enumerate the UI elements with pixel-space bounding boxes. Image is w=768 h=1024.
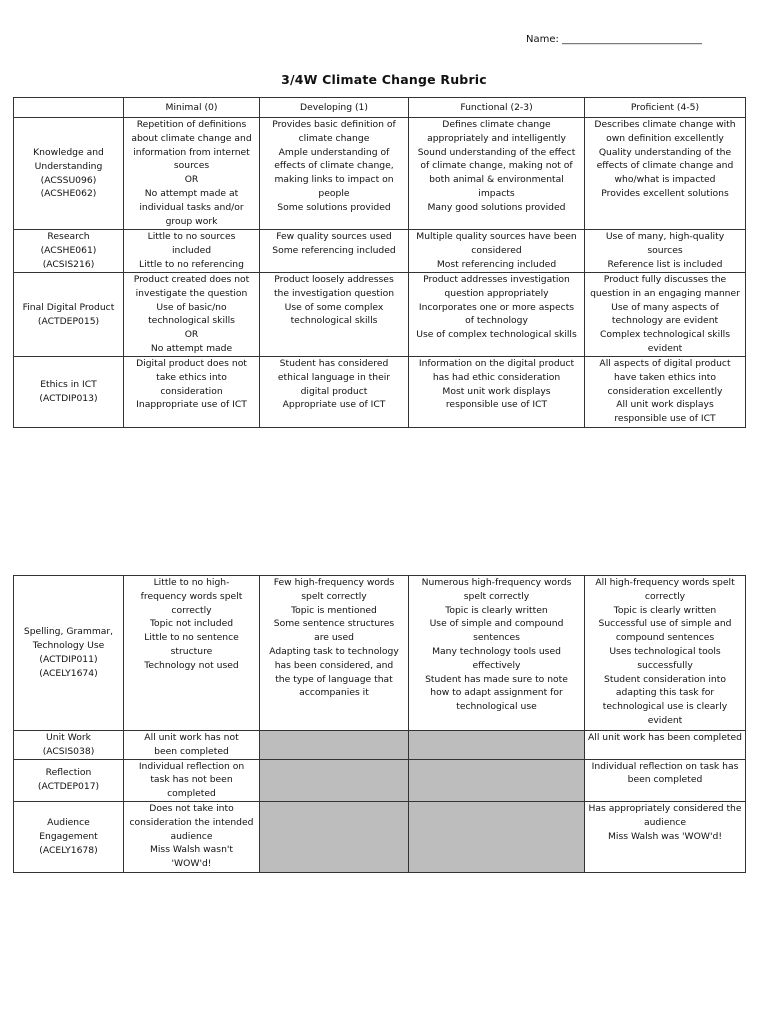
- cell-text-line: effects of climate change,: [274, 160, 394, 172]
- criterion-cell: [14, 576, 124, 731]
- cell-text-line: correctly: [171, 604, 212, 616]
- name-field-label: Name: ____________________________: [526, 34, 703, 45]
- cell-text-line: Student consideration into: [604, 673, 726, 685]
- cell-text-line: All unit work has been completed: [588, 732, 742, 743]
- cell-text-line: individual tasks and/or: [139, 201, 244, 213]
- cell-text-line: No attempt made: [150, 342, 233, 354]
- criterion-cell: [14, 230, 124, 273]
- cell-text-line: Most referencing included: [436, 258, 557, 270]
- cell-text-line: Repetition of definitions: [136, 119, 247, 130]
- cell-text-line: Numerous high-frequency words: [421, 577, 572, 588]
- cell-text-line: Does not take into: [149, 802, 234, 814]
- rubric-cell-shaded: [409, 759, 585, 801]
- rubric-cell: [124, 576, 260, 731]
- cell-text-line: No attempt made at: [144, 187, 239, 199]
- cell-text-line: Audience: [47, 817, 90, 829]
- rubric-row: [14, 118, 746, 230]
- cell-text-line: consideration excellently: [607, 385, 723, 397]
- cell-text-line: Miss Walsh was 'WOW'd!: [608, 830, 722, 842]
- cell-text-line: responsible use of ICT: [445, 399, 548, 411]
- page-title: 3/4W Climate Change Rubric: [281, 72, 487, 87]
- cell-text-line: Research: [47, 231, 90, 243]
- rubric-cell: [585, 731, 746, 760]
- cell-text-line: effects of climate change and: [596, 160, 734, 172]
- rubric-row: [14, 273, 746, 357]
- cell-text-line: investigate the question: [135, 287, 248, 299]
- rubric-cell: [585, 230, 746, 273]
- rubric-cell-shaded: [409, 801, 585, 872]
- cell-text-line: Defines climate change: [442, 119, 551, 130]
- cell-text-line: Many good solutions provided: [427, 201, 566, 213]
- cell-text-line: Product addresses investigation: [423, 274, 570, 285]
- cell-text-line: Use of basic/no: [156, 301, 227, 313]
- cell-text-line: Technology not used: [144, 659, 239, 671]
- cell-text-line: impacts: [478, 187, 515, 199]
- cell-text-line: Individual reflection on: [138, 760, 245, 772]
- rubric-row: [14, 731, 746, 760]
- cell-text-line: (ACELY1674): [39, 667, 98, 679]
- cell-text-line: (ACSIS038): [42, 745, 95, 757]
- rubric-cell: [124, 801, 260, 872]
- cell-text-line: Individual reflection on task has: [591, 760, 739, 772]
- cell-text-line: Little to no sources: [147, 231, 236, 242]
- cell-text-line: Ethics in ICT: [40, 379, 97, 391]
- cell-text-line: Some sentence structures: [273, 618, 395, 630]
- cell-text-line: the investigation question: [273, 287, 395, 299]
- cell-text-line: task has not been: [150, 774, 233, 786]
- rubric-row: [14, 759, 746, 801]
- criterion-cell: [14, 273, 124, 357]
- rubric-row: [14, 576, 746, 731]
- cell-text-line: question in an engaging manner: [590, 287, 740, 299]
- cell-text-line: Use of many aspects of: [611, 301, 719, 313]
- cell-text-line: are used: [314, 632, 354, 644]
- cell-text-line: climate change: [298, 132, 370, 144]
- cell-text-line: Unit Work: [46, 732, 91, 743]
- cell-text-line: been completed: [154, 745, 229, 757]
- cell-text-line: Little to no high-: [153, 577, 230, 588]
- cell-text-line: effectively: [472, 659, 521, 671]
- cell-text-line: (ACTDEP015): [37, 315, 100, 327]
- cell-text-line: responsible use of ICT: [614, 413, 716, 425]
- rubric-cell: [409, 576, 585, 731]
- cell-text-line: Topic is clearly written: [613, 604, 717, 616]
- rubric-cell: [124, 731, 260, 760]
- rubric-cell: [260, 273, 409, 357]
- cell-text-line: Little to no referencing: [139, 258, 244, 270]
- cell-text-line: ethical language in their: [277, 371, 391, 383]
- rubric-row: [14, 801, 746, 872]
- cell-text-line: Few high-frequency words: [273, 577, 395, 588]
- cell-text-line: Inappropriate use of ICT: [136, 399, 247, 411]
- cell-text-line: Understanding: [34, 160, 103, 172]
- rubric-cell: [409, 230, 585, 273]
- cell-text-line: Spelling, Grammar,: [23, 626, 114, 638]
- header-cell-blank: [14, 98, 124, 118]
- cell-text-line: Appropriate use of ICT: [282, 399, 386, 411]
- cell-text-line: Knowledge and: [33, 146, 104, 158]
- rubric-cell: [124, 273, 260, 357]
- cell-text-line: Most unit work displays: [442, 385, 551, 397]
- cell-text-line: Engagement: [39, 831, 98, 843]
- cell-text-line: Quality understanding of the: [598, 146, 732, 158]
- cell-text-line: 'WOW'd!: [171, 858, 212, 870]
- cell-text-line: (ACSHE062): [40, 188, 97, 200]
- rubric-cell-shaded: [409, 731, 585, 760]
- column-header: Proficient (4-5): [585, 98, 746, 118]
- cell-text-line: who/what is impacted: [614, 174, 716, 186]
- cell-text-line: completed: [167, 788, 216, 800]
- cell-text-line: audience: [643, 816, 687, 828]
- rubric-table-2: [13, 575, 746, 873]
- column-header: Minimal (0): [124, 98, 260, 118]
- cell-text-line: All aspects of digital product: [599, 358, 731, 369]
- cell-text-line: has had ethic consideration: [432, 371, 561, 383]
- rubric-cell: [585, 357, 746, 428]
- rubric-cell: [124, 230, 260, 273]
- cell-text-line: both animal & environmental: [429, 174, 564, 186]
- cell-text-line: (ACTDEP017): [37, 781, 100, 793]
- header-row: [14, 98, 746, 118]
- criterion-cell: [14, 731, 124, 760]
- cell-text-line: Some referencing included: [272, 244, 396, 256]
- cell-text-line: compound sentences: [615, 632, 715, 644]
- cell-text-line: (ACSSU096): [40, 174, 97, 186]
- cell-text-line: Use of many, high-quality: [605, 231, 725, 242]
- cell-text-line: audience: [170, 830, 213, 842]
- cell-text-line: digital product: [300, 385, 368, 397]
- rubric-cell-shaded: [260, 731, 409, 760]
- cell-text-line: All unit work has not: [144, 732, 239, 743]
- cell-text-line: sources: [647, 244, 683, 256]
- cell-text-line: Provides basic definition of: [272, 119, 396, 130]
- cell-text-line: sources: [173, 160, 210, 172]
- rubric-row: [14, 357, 746, 428]
- cell-text-line: successfully: [637, 659, 693, 671]
- rubric-table-1: [13, 97, 746, 428]
- cell-text-line: Digital product does not: [136, 358, 247, 369]
- rubric-row: [14, 230, 746, 273]
- cell-text-line: Successful use of simple and: [598, 618, 732, 630]
- cell-text-line: (ACSHE061): [40, 245, 97, 257]
- cell-text-line: Uses technological tools: [609, 645, 721, 657]
- cell-text-line: Final Digital Product: [22, 301, 115, 313]
- criterion-cell: [14, 118, 124, 230]
- cell-text-line: Few quality sources used: [276, 231, 392, 242]
- cell-text-line: appropriately and intelligently: [427, 132, 566, 144]
- cell-text-line: Miss Walsh wasn't: [149, 844, 234, 856]
- cell-text-line: has been considered, and: [274, 659, 394, 671]
- cell-text-line: spelt correctly: [463, 590, 530, 602]
- cell-text-line: accompanies it: [299, 687, 369, 699]
- cell-text-line: spelt correctly: [301, 590, 367, 602]
- cell-text-line: adapting this task for: [615, 687, 715, 699]
- cell-text-line: Reference list is included: [607, 258, 723, 270]
- cell-text-line: considered: [471, 244, 522, 256]
- cell-text-line: Incorporates one or more aspects: [418, 301, 575, 313]
- cell-text-line: Use of some complex: [284, 301, 384, 313]
- cell-text-line: Multiple quality sources have been: [416, 231, 577, 242]
- cell-text-line: making links to impact on: [274, 174, 394, 186]
- cell-text-line: Sound understanding of the effect: [417, 146, 576, 158]
- cell-text-line: sentences: [473, 632, 520, 644]
- cell-text-line: consideration the intended: [129, 816, 254, 828]
- column-header: Developing (1): [260, 98, 409, 118]
- cell-text-line: technological use is clearly: [602, 701, 728, 713]
- cell-text-line: Use of simple and compound: [429, 618, 564, 630]
- cell-text-line: (ACTDIP013): [39, 393, 98, 404]
- rubric-cell: [585, 801, 746, 872]
- rubric-cell: [585, 759, 746, 801]
- cell-text-line: Describes climate change with: [594, 119, 736, 130]
- cell-text-line: (ACELY1678): [39, 844, 98, 856]
- rubric-cell-shaded: [260, 801, 409, 872]
- column-header: Functional (2-3): [409, 98, 585, 118]
- cell-text-line: frequency words spelt: [140, 590, 243, 602]
- cell-text-line: Student has made sure to note: [425, 673, 568, 685]
- cell-text-line: OR: [184, 329, 199, 341]
- rubric-cell-shaded: [260, 759, 409, 801]
- cell-text-line: evident: [647, 342, 683, 354]
- criterion-cell: [14, 759, 124, 801]
- cell-text-line: Technology Use: [32, 640, 105, 652]
- rubric-cell: [124, 357, 260, 428]
- cell-text-line: Topic is clearly written: [445, 604, 548, 616]
- rubric-cell: [409, 357, 585, 428]
- rubric-cell: [124, 759, 260, 801]
- cell-text-line: correctly: [644, 590, 686, 602]
- cell-text-line: technological use: [456, 701, 537, 713]
- criterion-cell: [14, 801, 124, 872]
- cell-text-line: (ACSIS216): [42, 258, 95, 270]
- rubric-cell: [124, 118, 260, 230]
- cell-text-line: Reflection: [45, 767, 92, 779]
- cell-text-line: technology are evident: [611, 315, 719, 327]
- rubric-cell: [585, 118, 746, 230]
- cell-text-line: Provides excellent solutions: [601, 187, 729, 199]
- cell-text-line: Adapting task to technology: [269, 645, 399, 657]
- cell-text-line: included: [171, 244, 212, 256]
- cell-text-line: Has appropriately considered the: [588, 802, 742, 814]
- cell-text-line: technological skills: [290, 315, 378, 327]
- cell-text-line: Information on the digital product: [418, 358, 575, 369]
- cell-text-line: been completed: [627, 774, 703, 786]
- cell-text-line: Product fully discusses the: [603, 274, 727, 285]
- cell-text-line: Product created does not: [133, 274, 250, 285]
- rubric-cell: [409, 118, 585, 230]
- cell-text-line: of technology: [465, 315, 528, 327]
- cell-text-line: Complex technological skills: [599, 329, 731, 341]
- cell-text-line: Student has considered: [279, 358, 389, 369]
- rubric-cell: [585, 576, 746, 731]
- rubric-cell: [585, 273, 746, 357]
- cell-text-line: people: [318, 187, 350, 199]
- cell-text-line: Many technology tools used: [432, 645, 561, 657]
- cell-text-line: group work: [165, 215, 218, 227]
- cell-text-line: technological skills: [148, 315, 235, 327]
- rubric-cell: [260, 357, 409, 428]
- cell-text-line: All high-frequency words spelt: [595, 577, 735, 588]
- cell-text-line: All unit work displays: [616, 399, 714, 411]
- cell-text-line: the type of language that: [275, 673, 393, 685]
- cell-text-line: Ample understanding of: [278, 146, 390, 158]
- cell-text-line: Topic not included: [149, 618, 234, 630]
- cell-text-line: of climate change, making not of: [420, 160, 573, 172]
- criterion-cell: [14, 357, 124, 428]
- cell-text-line: own definition excellently: [606, 132, 724, 144]
- cell-text-line: Some solutions provided: [277, 201, 391, 213]
- cell-text-line: question appropriately: [444, 287, 549, 299]
- cell-text-line: have taken ethics into: [613, 371, 717, 383]
- cell-text-line: information from internet: [133, 146, 250, 158]
- cell-text-line: consideration: [160, 385, 223, 397]
- rubric-cell: [409, 273, 585, 357]
- rubric-cell: [260, 230, 409, 273]
- cell-text-line: evident: [647, 714, 683, 726]
- cell-text-line: about climate change and: [131, 132, 252, 144]
- cell-text-line: Little to no sentence: [144, 632, 239, 644]
- cell-text-line: (ACTDIP011): [39, 654, 98, 665]
- cell-text-line: structure: [170, 645, 213, 657]
- cell-text-line: Use of complex technological skills: [416, 329, 577, 341]
- rubric-cell: [260, 118, 409, 230]
- cell-text-line: how to adapt assignment for: [430, 687, 563, 699]
- cell-text-line: Topic is mentioned: [291, 604, 377, 616]
- cell-text-line: take ethics into: [156, 371, 227, 383]
- rubric-cell: [260, 576, 409, 731]
- cell-text-line: OR: [184, 174, 199, 186]
- cell-text-line: Product loosely addresses: [274, 274, 394, 285]
